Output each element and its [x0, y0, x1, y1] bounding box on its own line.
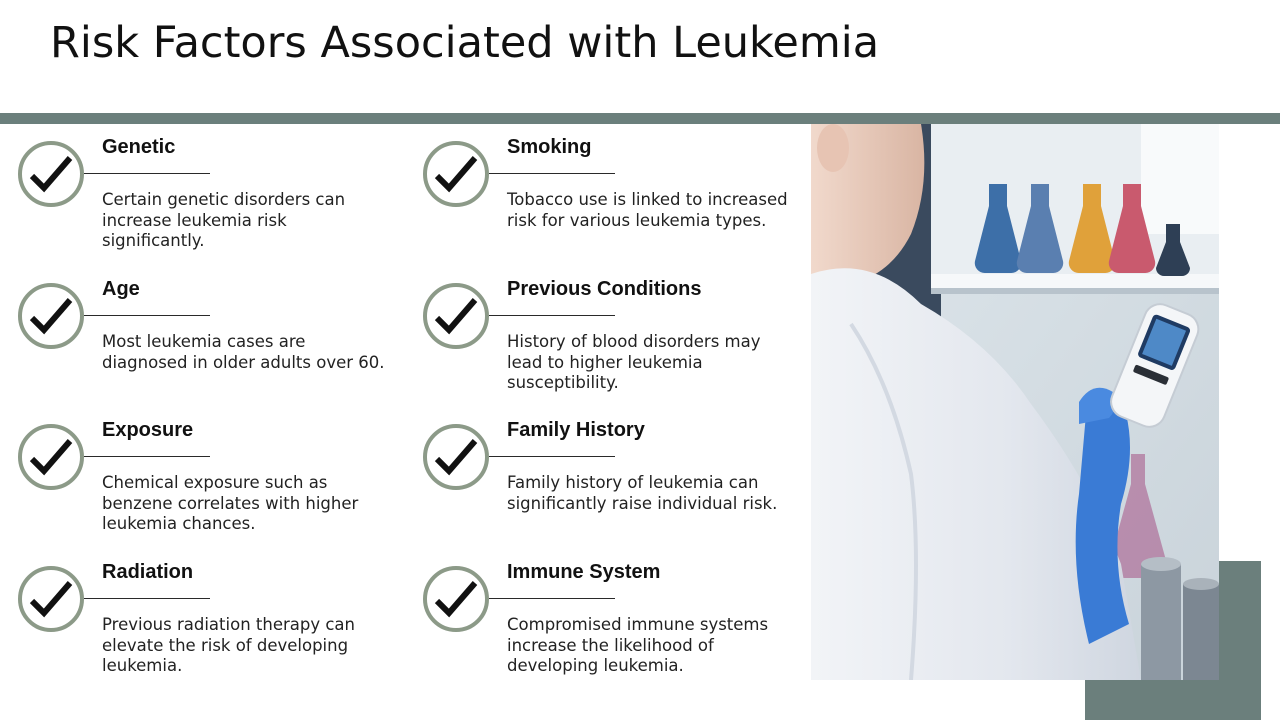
factor-description: Previous radiation therapy can elevate the risk of developing leukemia.	[102, 615, 355, 675]
factor-heading: Immune System	[507, 561, 661, 583]
factor-exposure	[18, 419, 398, 549]
factor-heading: Smoking	[507, 136, 592, 158]
heading-divider	[489, 315, 615, 316]
heading-divider	[84, 456, 210, 457]
checkmark-icon	[423, 566, 489, 632]
factor-heading: Previous Conditions	[507, 278, 702, 300]
heading-divider	[84, 173, 210, 174]
heading-divider	[489, 598, 615, 599]
factor-description: Certain genetic disorders can increase leukemia risk significantly.	[102, 190, 346, 250]
checkmark-icon	[18, 283, 84, 349]
factor-family-history	[423, 419, 803, 549]
factor-description: Chemical exposure such as benzene correlates with higher leukemia chances.	[102, 473, 359, 533]
factor-description: Tobacco use is linked to increased risk for various leukemia types.	[507, 190, 788, 230]
factor-smoking	[423, 136, 803, 266]
factor-immune-system	[423, 561, 803, 691]
heading-divider	[489, 456, 615, 457]
heading-divider	[84, 598, 210, 599]
checkmark-icon	[423, 141, 489, 207]
factor-genetic	[18, 136, 398, 266]
factor-description: Most leukemia cases are diagnosed in older adults over 60.	[102, 332, 385, 372]
factor-heading: Family History	[507, 419, 645, 441]
checkmark-icon	[423, 283, 489, 349]
header-band	[0, 113, 1280, 124]
factor-heading: Age	[102, 278, 140, 300]
page-title: Risk Factors Associated with Leukemia	[50, 18, 880, 68]
factor-heading: Radiation	[102, 561, 194, 583]
heading-divider	[84, 315, 210, 316]
lab-technician-photo	[811, 124, 1219, 680]
factor-age	[18, 278, 398, 408]
factor-heading: Exposure	[102, 419, 194, 441]
checkmark-icon	[18, 141, 84, 207]
factor-heading: Genetic	[102, 136, 176, 158]
heading-divider	[489, 173, 615, 174]
checkmark-icon	[18, 566, 84, 632]
checkmark-icon	[18, 424, 84, 490]
checkmark-icon	[423, 424, 489, 490]
factor-previous-conditions	[423, 278, 803, 408]
factor-description: Family history of leukemia can significantly raise individual risk.	[507, 473, 778, 513]
factor-description: Compromised immune systems increase the likelihood of developing leukemia.	[507, 615, 769, 675]
factor-radiation	[18, 561, 398, 691]
factor-description: History of blood disorders may lead to higher leukemia susceptibility.	[507, 332, 761, 392]
